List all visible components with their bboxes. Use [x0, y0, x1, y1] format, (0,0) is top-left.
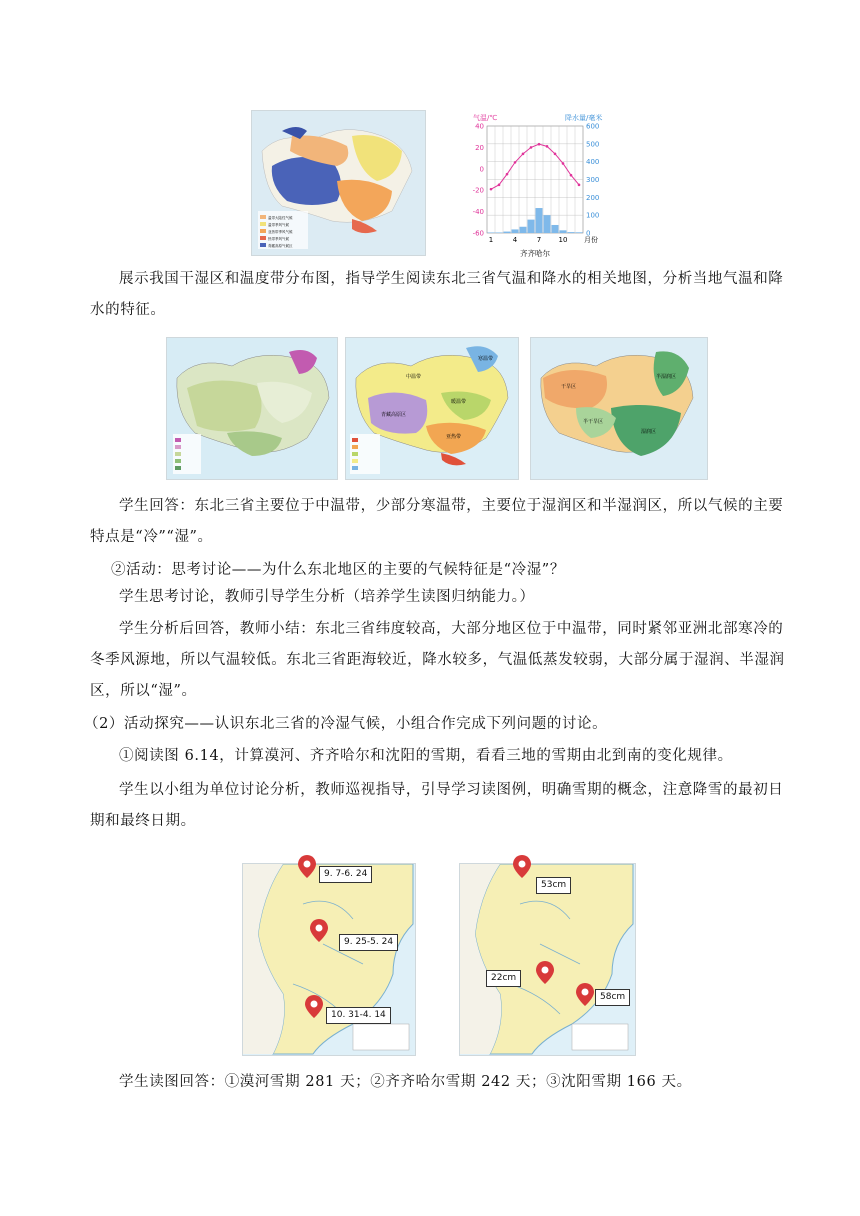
legend-text: 亚热带季风气候: [268, 230, 293, 234]
map-pin-icon: [574, 982, 596, 1008]
map-region-label: 青藏高原区: [381, 412, 407, 418]
precip-bar: [576, 232, 583, 233]
map-region-label: 干旱区: [561, 384, 577, 390]
precip-tick-label: 400: [586, 158, 600, 167]
precip-bar: [496, 232, 503, 233]
precip-tick-label: 300: [586, 176, 600, 184]
temp-point: [538, 143, 541, 146]
legend-text: 温带季风气候: [268, 223, 289, 227]
precip-bar: [568, 232, 575, 233]
precip-bar: [520, 227, 527, 233]
paragraph-4: 学生思考讨论，教师引导学生分析（培养学生读图归纳能力。）: [119, 589, 535, 605]
precip-tick-label: 100: [586, 211, 600, 220]
paragraph-1: 展示我国干湿区和温度带分布图，指导学生阅读东北三省气温和降水的相关地图，分析当地气温和降水的特征。: [90, 271, 784, 318]
temp-point: [554, 153, 557, 156]
map-pin-icon: [303, 994, 325, 1020]
month-tick-label: 1: [488, 236, 494, 244]
qiqihar-climate-chart: [465, 108, 605, 258]
snow-depth-shenyang: 58cm: [595, 989, 630, 1006]
paragraph-7: ①阅读图 6.14，计算漠河、齐齐哈尔和沈阳的雪期，看看三地的雪期由北到南的变化规律。: [119, 748, 733, 764]
northeast-snow-period-map: [242, 863, 416, 1056]
month-tick-label: 10: [558, 236, 568, 244]
snow-depth-qiqihar: 22cm: [486, 970, 521, 987]
temp-point: [578, 184, 581, 187]
snow-period-shenyang: 10. 31-4. 14: [326, 1007, 391, 1024]
precip-tick-label: 200: [586, 193, 600, 202]
precip-axis-label: 降水量/毫米: [565, 114, 603, 122]
china-climate-type-map: [251, 110, 426, 256]
china-temperature-belt-map: [345, 337, 519, 480]
map-region-label: 亚热带: [446, 434, 462, 440]
precip-bar: [504, 232, 511, 233]
precip-bar: [552, 225, 559, 233]
precip-bar: [544, 215, 551, 233]
temp-point: [490, 188, 493, 191]
map-region-label: 暖温带: [451, 399, 467, 405]
temp-tick-label: -40: [472, 208, 484, 217]
month-axis-label: 月份: [584, 236, 598, 244]
map-pin-icon: [308, 918, 330, 944]
precip-bar: [528, 220, 535, 233]
temp-point: [546, 145, 549, 148]
snow-period-qiqihar: 9. 25-5. 24: [339, 934, 398, 951]
snow-depth-mohe: 53cm: [536, 877, 571, 894]
paragraph-5: 学生分析后回答，教师小结：东北三省纬度较高，大部分地区位于中温带，同时紧邻亚洲北部寒冷的冬季风源地，所以气温较低。东北三省距海较近，降水较多，气温低蒸发较弱，大部分属于湿润、半湿润区，所以“湿”。: [90, 621, 785, 699]
china-temperature-zone-map: [166, 337, 338, 480]
paragraph-8: 学生以小组为单位讨论分析，教师巡视指导，引导学习读图例，明确雪期的概念，注意降雪的最初日期和最终日期。: [90, 782, 784, 829]
precip-bar: [536, 208, 543, 233]
temp-point: [522, 153, 525, 156]
snow-period-mohe: 9. 7-6. 24: [319, 866, 372, 883]
temp-axis-label: 气温/℃: [473, 114, 498, 122]
temp-tick-label: 20: [475, 143, 484, 152]
temp-tick-label: 40: [475, 122, 484, 131]
paragraph-6: （2）活动探究——认识东北三省的冷湿气候，小组合作完成下列问题的讨论。: [84, 716, 608, 732]
precip-bar: [488, 232, 495, 233]
map-region-label: 半湿润区: [656, 374, 677, 380]
paragraph-3: ②活动：思考讨论——为什么东北地区的主要的气候特征是“冷湿”？: [111, 562, 565, 578]
map-region-label: 中温带: [406, 374, 422, 380]
month-tick-label: 7: [536, 236, 542, 244]
legend-text: 青藏高原气候区: [268, 244, 293, 248]
temp-point: [506, 173, 509, 176]
temp-point: [570, 174, 573, 177]
map-pin-icon: [534, 960, 556, 986]
precip-bar: [512, 229, 519, 233]
temp-point: [514, 161, 517, 164]
temp-point: [562, 162, 565, 165]
temp-tick-label: -20: [472, 186, 484, 195]
map-pin-icon: [511, 854, 533, 880]
map-region-label: 寒温带: [478, 356, 494, 362]
map-region-label: 半干旱区: [583, 419, 604, 425]
legend-text: 温带大陆性气候: [268, 216, 293, 220]
temp-point: [530, 146, 533, 149]
station-name: 齐齐哈尔: [520, 249, 550, 258]
paragraph-9: 学生读图回答：①漠河雪期 281 天；②齐齐哈尔雪期 242 天；③沈阳雪期 166 天。: [119, 1074, 692, 1090]
paragraph-2: 学生回答：东北三省主要位于中温带，少部分寒温带，主要位于湿润区和半湿润区，所以气候的主要特点是“冷”“湿”。: [90, 498, 784, 545]
china-dry-wet-region-map: [530, 337, 708, 480]
legend-text: 热带季风气候: [268, 237, 289, 241]
precip-bar: [560, 230, 567, 233]
map-pin-icon: [296, 854, 318, 880]
temp-point: [498, 184, 501, 187]
precip-tick-label: 0: [586, 229, 591, 238]
precip-tick-label: 600: [586, 122, 600, 131]
temp-tick-label: 0: [479, 165, 484, 174]
map-region-label: 湿润区: [641, 429, 657, 435]
month-tick-label: 4: [512, 236, 518, 244]
temp-tick-label: -60: [472, 229, 484, 238]
precip-tick-label: 500: [586, 140, 600, 149]
